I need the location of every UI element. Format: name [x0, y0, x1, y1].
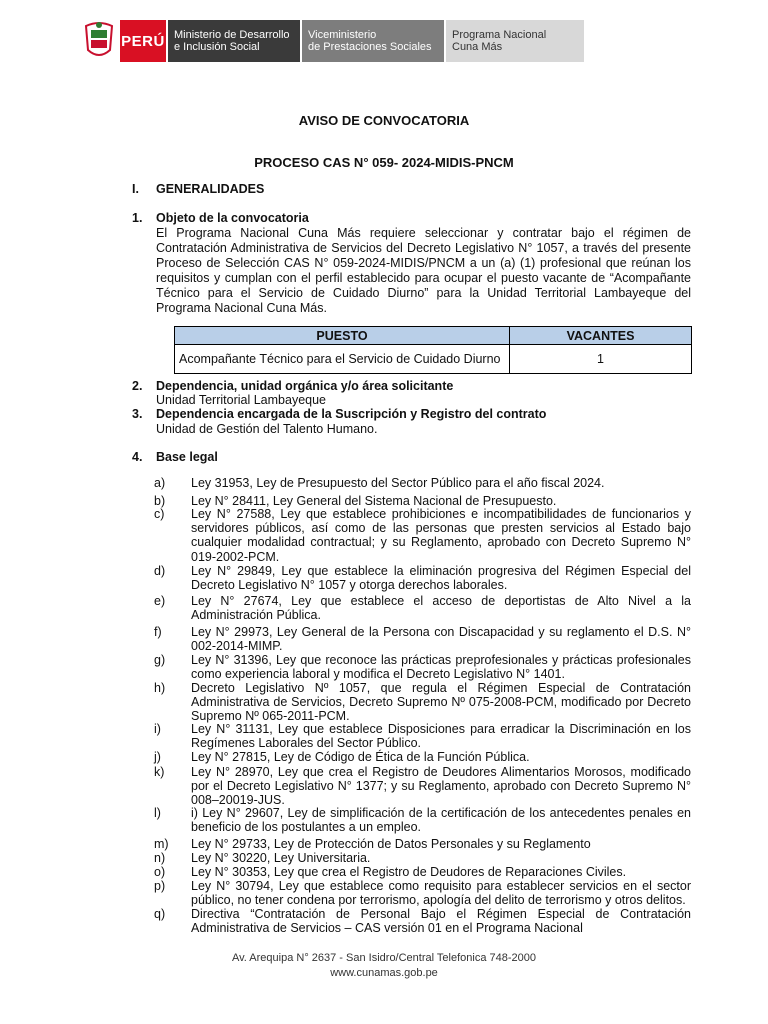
legal-item: Directiva “Contratación de Personal Bajo el Régimen Especial de Contratación Administrativa de Servicios – CAS versión 01 en el Programa Nacional	[191, 907, 691, 936]
legal-item: Ley N° 28411, Ley General del Sistema Nacional de Presupuesto.	[191, 494, 557, 508]
legal-label: c)	[154, 507, 165, 521]
item-title: Base legal	[156, 450, 218, 464]
legal-item: Ley N° 30794, Ley que establece como requisito para establecer servicios en el sector público, no tener condena por terrorismo, apología del delito de terrorismo y otros delitos.	[191, 879, 691, 908]
item-number: 3.	[132, 407, 143, 421]
legal-label: o)	[154, 865, 166, 879]
coat-of-arms-icon	[82, 20, 116, 62]
item-body: Unidad de Gestión del Talento Humano.	[156, 422, 378, 436]
legal-label: q)	[154, 907, 166, 921]
legal-item: Ley N° 30353, Ley que crea el Registro de Deudores de Reparaciones Civiles.	[191, 865, 627, 879]
footer-website: www.cunamas.gob.pe	[330, 967, 438, 979]
footer-address: Av. Arequipa N° 2637 - San Isidro/Central Telefonica 748-2000	[231, 952, 537, 964]
legal-item: Ley N° 29973, Ley General de la Persona con Discapacidad y su reglamento el D.S. N° 002-2014-MIMP.	[191, 625, 691, 654]
legal-label: b)	[154, 494, 166, 508]
item-number: 4.	[132, 450, 143, 464]
legal-label: l)	[154, 806, 161, 820]
legal-item: Ley 31953, Ley de Presupuesto del Sector Público para el año fiscal 2024.	[191, 476, 605, 490]
legal-label: h)	[154, 681, 166, 695]
item-title: Dependencia, unidad orgánica y/o área solicitante	[156, 379, 454, 393]
legal-item: Ley N° 28970, Ley que crea el Registro de Deudores Alimentarios Morosos, modificado por el Decreto Legislativo N° 1377; y su Reglamento, aprobado con Decreto Supremo N° 008–20019-JUS.	[191, 765, 691, 808]
country-badge: PERÚ	[120, 20, 166, 62]
legal-label: d)	[154, 564, 166, 578]
table-header-vacantes: VACANTES	[510, 327, 692, 345]
legal-item: Ley N° 30220, Ley Universitaria.	[191, 851, 371, 865]
legal-label: a)	[154, 476, 166, 490]
objective-paragraph: El Programa Nacional Cuna Más requiere seleccionar y contratar bajo el régimen de Contratación Administrativa de Servicios del Decreto Legislativo N° 1057, a través del presente Proceso de Selección CAS N° 059-2024-MIDIS/PNCM a un (a) (1) profesional que reúnan los requisitos y cumplan con el perfil establecido para ocupar el puesto vacante de “Acompañante Técnico para el Servicio de Cuidado Diurno” para la Unidad Territorial Lambayeque del Programa Nacional Cuna Más.	[156, 226, 691, 315]
table-cell-puesto: Acompañante Técnico para el Servicio de Cuidado Diurno	[175, 345, 510, 374]
legal-label: f)	[154, 625, 162, 639]
table-row	[175, 345, 692, 374]
ministry-label: Ministerio de Desarrollo e Inclusión Social	[166, 20, 300, 62]
legal-item: Ley N° 27815, Ley de Código de Ética de la Función Pública.	[191, 750, 530, 764]
legal-item: Ley N° 29849, Ley que establece la eliminación progresiva del Régimen Especial del Decreto Legislativo N° 1057 y otorga derechos laborales.	[191, 564, 691, 593]
section-number: I.	[132, 182, 139, 196]
page-header	[82, 20, 584, 62]
legal-item: i) Ley N° 29607, Ley de simplificación de la certificación de los antecedentes penales en beneficio de los postulantes a un empleo.	[191, 806, 691, 835]
legal-label: k)	[154, 765, 165, 779]
legal-label: p)	[154, 879, 166, 893]
legal-item: Ley N° 29733, Ley de Protección de Datos Personales y su Reglamento	[191, 837, 591, 851]
program-label: Programa Nacional Cuna Más	[444, 20, 584, 62]
legal-label: j)	[154, 750, 161, 764]
item-number: 2.	[132, 379, 143, 393]
table-cell-vacantes: 1	[510, 345, 692, 374]
vacancy-table	[174, 326, 692, 374]
legal-label: i)	[154, 722, 161, 736]
legal-item: Ley N° 31131, Ley que establece Disposiciones para erradicar la Discriminación en los Regímenes Laborales del Sector Público.	[191, 722, 691, 751]
legal-label: n)	[154, 851, 166, 865]
legal-label: e)	[154, 594, 166, 608]
legal-item: Ley N° 27674, Ley que establece el acceso de deportistas de Alto Nivel a la Administración Pública.	[191, 594, 691, 623]
item-number: 1.	[132, 211, 143, 225]
legal-item: Decreto Legislativo Nº 1057, que regula el Régimen Especial de Contratación Administrativa de Servicios, Decreto Supremo Nº 075-2008-PCM, modificado por Decreto Supremo Nº 065-2011-PCM.	[191, 681, 691, 724]
legal-label: g)	[154, 653, 166, 667]
document-title: AVISO DE CONVOCATORIA	[298, 113, 470, 128]
item-title: Dependencia encargada de la Suscripción y Registro del contrato	[156, 407, 547, 421]
item-title: Objeto de la convocatoria	[156, 211, 309, 225]
legal-item: Ley N° 31396, Ley que reconoce las prácticas preprofesionales y prácticas profesionales como experiencia laboral y modifica el Decreto Legislativo N° 1401.	[191, 653, 691, 682]
table-header-puesto: PUESTO	[175, 327, 510, 345]
item-body: Unidad Territorial Lambayeque	[156, 393, 327, 407]
viceministry-label: Viceministerio de Prestaciones Sociales	[300, 20, 444, 62]
process-title: PROCESO CAS N° 059- 2024-MIDIS-PNCM	[254, 155, 514, 170]
legal-item: Ley N° 27588, Ley que establece prohibiciones e incompatibilidades de funcionarios y servidores públicos, así como de las personas que presten servicios al Estado bajo cualquier modalidad contractual; y su Reglamento, aprobado con Decreto Supremo N° 019-2002-PCM.	[191, 507, 691, 564]
section-title: GENERALIDADES	[156, 182, 265, 196]
legal-label: m)	[154, 837, 169, 851]
